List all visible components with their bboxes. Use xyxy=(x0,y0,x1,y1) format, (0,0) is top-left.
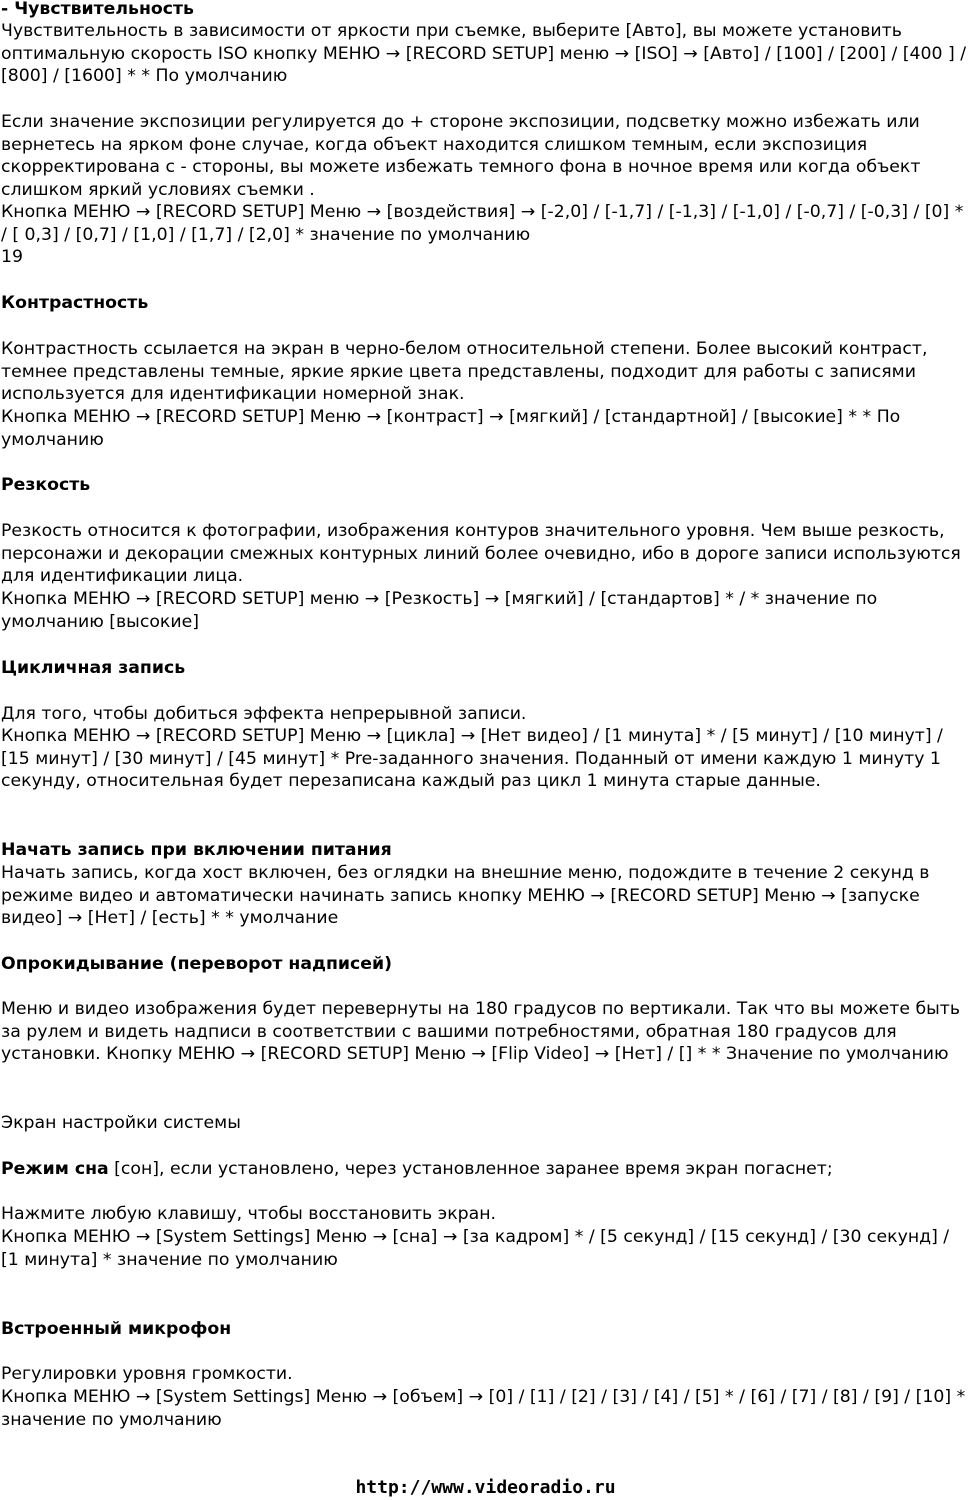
contrast-title: Контрастность xyxy=(1,293,149,313)
footer-url: http://www.videoradio.ru xyxy=(355,1477,616,1498)
page-number: 19 xyxy=(1,247,23,267)
exposure-paragraph: Если значение экспозиции регулируется до + стороне экспозиции, подсветку можно избежать или вернетесь на ярком фоне случае, когда объект находится слишком темным, если экспозиция скорректирована с - стороны, вы можете избежать темного фона в ночное время или когда объект слишком яркий условиях съемки . xyxy=(1,112,921,201)
sleep-title-line xyxy=(1,1158,971,1181)
sharpness-menu-path: Кнопка МЕНЮ → [RECORD SETUP] меню → [Резкость] → [мягкий] / [стандартов] * / * значение по умолчанию [высокие] xyxy=(1,589,878,632)
flip-title: Опрокидывание (переворот надписей) xyxy=(1,954,392,974)
mic-paragraph: Регулировки уровня громкости. xyxy=(1,1364,293,1384)
mic-title: Встроенный микрофон xyxy=(1,1319,232,1339)
sleep-title-rest: [сон], если установлено, через установленное заранее время экран погаснет; xyxy=(108,1159,833,1179)
autostart-title: Начать запись при включении питания xyxy=(1,840,392,860)
sleep-menu-path: Кнопка МЕНЮ → [System Settings] Меню → [сна] → [за кадром] * / [5 секунд] / [15 секунд] / [30 секунд] / [1 минута] * значение по умолчанию xyxy=(1,1227,950,1270)
flip-paragraph: Меню и видео изображения будет перевернуты на 180 градусов по вертикали. Так что вы можете быть за рулем и видеть надписи в соответствии с вашими потребностями, обратная 180 градусов для установки. Кнопку МЕНЮ → [RECORD SETUP] Меню → [Flip Video] → [Нет] / [] * * Значение по умолчанию xyxy=(1,999,961,1065)
loop-title: Цикличная запись xyxy=(1,658,186,678)
contrast-paragraph: Контрастность ссылается на экран в черно-белом относительной степени. Более высокий контраст, темнее представлены темные, яркие яркие цвета представлены, подходит для работы с записями используется для идентификации номерной знак. xyxy=(1,339,928,405)
sensitivity-body: Чувствительность в зависимости от яркости при съемке, выберите [Авто], вы можете установить оптимальную скорость ISO кнопку МЕНЮ → [RECORD SETUP] меню → [ISO] → [Авто] / [100] / [200] / [400 ] / [800] / [1600] * * По умолчанию xyxy=(1,21,967,87)
loop-paragraph: Для того, чтобы добиться эффекта непрерывной записи. xyxy=(1,704,527,724)
exposure-menu-path: Кнопка МЕНЮ → [RECORD SETUP] Меню → [воздействия] → [-2,0] / [-1,7] / [-1,3] / [-1,0] / [-0,7] / [-0,3] / [0] * / [ 0,3] / [0,7] / [1,0] / [1,7] / [2,0] * значение по умолчанию xyxy=(1,202,964,245)
loop-menu-path: Кнопка МЕНЮ → [RECORD SETUP] Меню → [цикла] → [Нет видео] / [1 минута] * / [5 минут] / [10 минут] / [15 минут] / [30 минут] / [45 минут] * Pre-заданного значения. Поданный от имени каждую 1 минуту 1 секунду, относительная будет перезаписана каждый раз цикл 1 минута старые данные. xyxy=(1,726,943,792)
system-settings-heading: Экран настройки системы xyxy=(1,1113,241,1133)
sensitivity-title: - Чувствительность xyxy=(1,0,194,19)
autostart-body: Начать запись, когда хост включен, без оглядки на внешние меню, подождите в течение 2 секунд в режиме видео и автоматически начинать запись кнопку МЕНЮ → [RECORD SETUP] Меню → [запуске видео] → [Нет] / [есть] * * умолчание xyxy=(1,863,930,929)
contrast-menu-path: Кнопка МЕНЮ → [RECORD SETUP] Меню → [контраст] → [мягкий] / [стандартной] / [высокие] * * По умолчанию xyxy=(1,407,901,450)
sleep-title: Режим сна xyxy=(1,1159,109,1179)
mic-menu-path: Кнопка МЕНЮ → [System Settings] Меню → [объем] → [0] / [1] / [2] / [3] / [4] / [5] * / [6] / [7] / [8] / [9] / [10] * значение по умолчанию xyxy=(1,1387,966,1430)
sharpness-paragraph: Резкость относится к фотографии, изображения контуров значительного уровня. Чем выше резкость, персонажи и декорации смежных контурных линий более очевидно, ибо в дороге записи используются для идентификации лица. xyxy=(1,521,961,587)
sleep-paragraph: Нажмите любую клавишу, чтобы восстановить экран. xyxy=(1,1204,497,1224)
sharpness-title: Резкость xyxy=(1,475,91,495)
